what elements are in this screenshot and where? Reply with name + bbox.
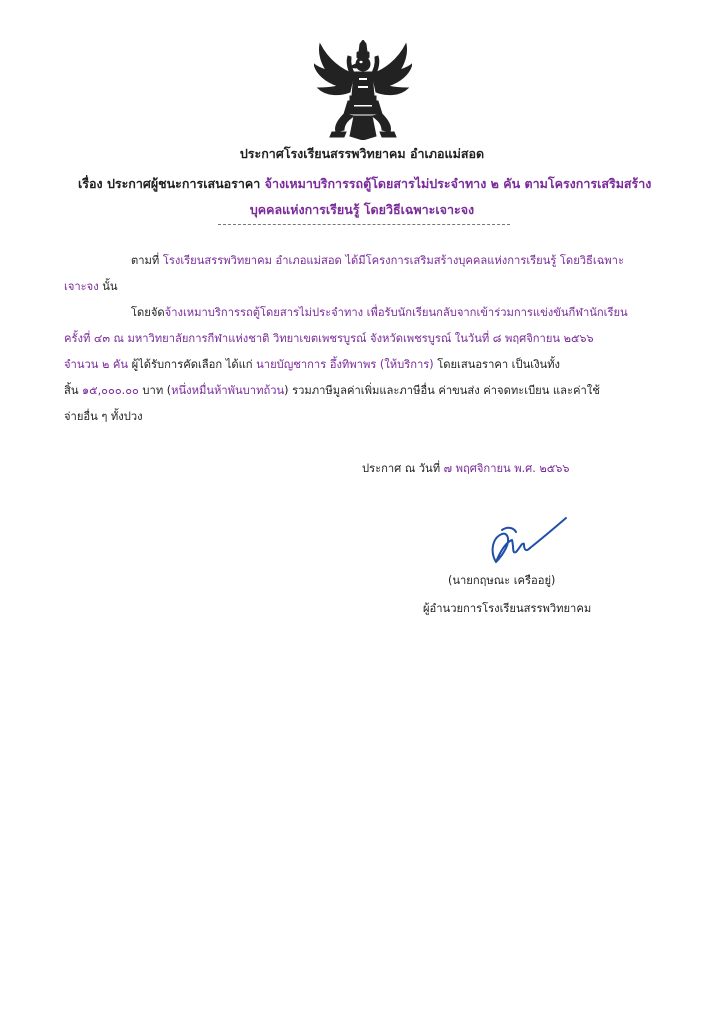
body-line-1 <box>131 251 624 269</box>
body-line-6 <box>64 381 600 399</box>
subject-prefix: เรื่อง ประกาศผู้ชนะการเสนอราคา <box>78 176 265 191</box>
date-prefix: ประกาศ ณ วันที่ <box>362 462 444 475</box>
p2-quantity: จำนวน ๒ คัน <box>64 358 129 371</box>
p2-tax-note: ) รวมภาษีมูลค่าเพิ่มและภาษีอื่น ค่าขนส่ง ค่าจดทะเบียน และค่าใช้ <box>284 384 600 397</box>
p1-method: เจาะจง <box>64 280 99 293</box>
p2-amount-words: หนึ่งหมื่นห้าพันบาทถ้วน <box>171 384 285 397</box>
subject-main: จ้างเหมาบริการรถตู้โดยสารไม่ประจำทาง ๒ คัน ตามโครงการเสริมสร้าง <box>264 176 652 191</box>
p2-amount: ๑๕,๐๐๐.๐๐ <box>82 384 139 397</box>
p2-total-label: สิ้น <box>64 384 83 397</box>
p2-vendor: นายบัญชาการ อึ้งทิพาพร (ให้บริการ) <box>256 358 434 371</box>
body-line-2 <box>64 277 118 295</box>
p2-service: จ้างเหมาบริการรถตู้โดยสารไม่ประจำทาง เพื่อรับนักเรียนกลับจากเข้าร่วมการแข่งขันกีฬานักเรียน <box>164 306 628 319</box>
subject-continuation: บุคคลแห่งการเรียนรู้ โดยวิธีเฉพาะเจาะจง <box>249 202 475 217</box>
body-line-3 <box>131 303 628 321</box>
announcement-subject <box>78 174 651 194</box>
signer-position: ผู้อำนวยการโรงเรียนสรรพวิทยาคม <box>423 602 592 615</box>
announcement-date-line <box>362 459 569 477</box>
p1-end: นั้น <box>98 280 118 293</box>
signer-name: (นายกฤษณะ เครืออยู่) <box>448 574 556 587</box>
body-line-4: ครั้งที่ ๔๓ ณ มหาวิทยาลัยการกีฬาแห่งชาติ วิทยาเขตเพชรบูรณ์ จังหวัดเพชรบูรณ์ ในวันที่ ๘ พฤศจิกายน ๒๕๖๖ <box>64 332 594 345</box>
p1-school: โรงเรียนสรรพวิทยาคม อำเภอแม่สอด ได้มีโครงการเสริมสร้างบุคคลแห่งการเรียนรู้ โดยวิธีเฉพาะ <box>162 254 624 267</box>
p1-lead: ตามที่ <box>131 254 163 267</box>
handwritten-signature <box>482 512 572 572</box>
garuda-emblem <box>314 40 412 140</box>
body-line-7: จ่ายอื่น ๆ ทั้งปวง <box>64 410 143 423</box>
p2-baht: บาท ( <box>138 384 172 397</box>
announcement-date: ๗ พฤศจิกายน พ.ศ. ๒๕๖๖ <box>443 462 570 475</box>
p2-selected-label: ผู้ได้รับการคัดเลือก ได้แก่ <box>128 358 257 371</box>
announcement-title: ประกาศโรงเรียนสรรพวิทยาคม อำเภอแม่สอด <box>239 146 485 161</box>
body-line-5 <box>64 355 560 373</box>
p2-lead: โดยจัด <box>131 306 165 319</box>
separator-line <box>218 224 510 225</box>
p2-price-label: โดยเสนอราคา เป็นเงินทั้ง <box>433 358 561 371</box>
